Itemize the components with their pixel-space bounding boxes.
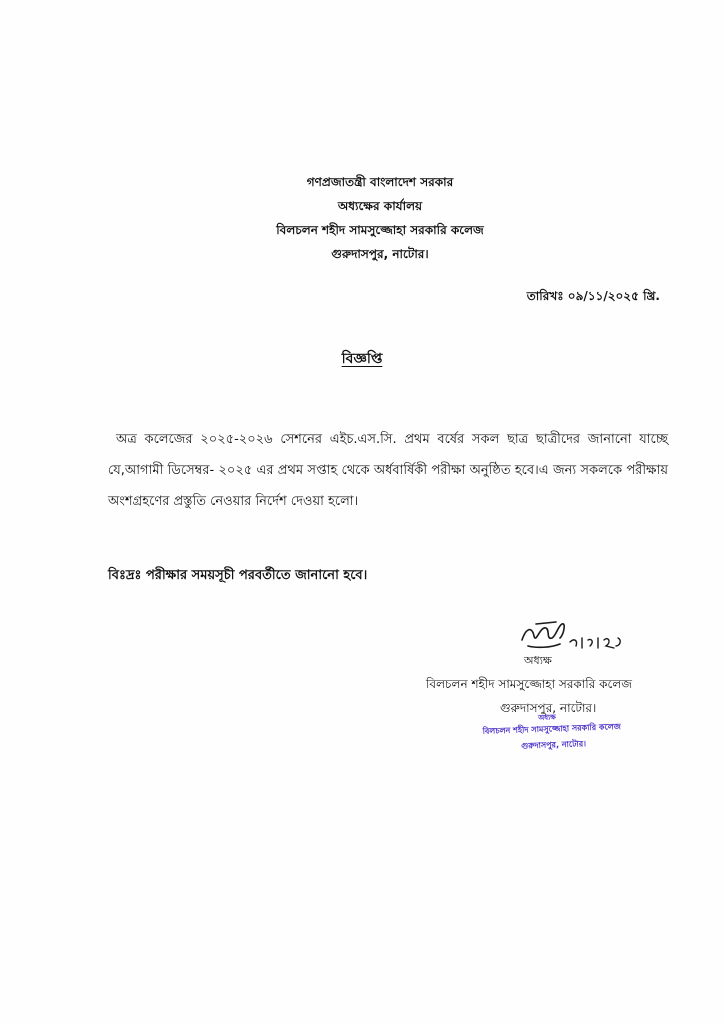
notice-footnote: বিঃদ্রঃ পরীক্ষার সময়সূচী পরবর্তীতে জানানো হবে। xyxy=(108,568,368,583)
official-stamp xyxy=(480,708,652,766)
handwritten-signature xyxy=(516,618,636,654)
header-government: গণপ্রজাতন্ত্রী বাংলাদেশ সরকার xyxy=(306,175,454,189)
stamp-address: গুরুদাসপুর, নাটোর। xyxy=(520,739,587,751)
header-office: অধ্যক্ষের কার্যালয় xyxy=(337,199,423,213)
stamp-college: বিলচলন শহীদ সামসুজ্জোহা সরকারি কলেজ xyxy=(482,722,622,736)
signatory-address: গুরুদাসপুর, নাটোর। xyxy=(500,701,597,715)
office-header xyxy=(230,170,530,266)
stamp-role: অধ্যক্ষ xyxy=(538,713,556,722)
header-address: গুরুদাসপুর, নাটোর। xyxy=(331,247,429,261)
signatory-role: অধ্যক্ষ xyxy=(524,654,552,667)
notice-date: তারিখঃ ০৯/১১/২০২৫ খ্রি. xyxy=(526,289,660,303)
signatory-college: বিলচলন শহীদ সামসুজ্জোহা সরকারি কলেজ xyxy=(426,677,633,691)
notice-title-text: বিজ্ঞপ্তি xyxy=(341,351,383,367)
header-college-name: বিলচলন শহীদ সামসুজ্জোহা সরকারি কলেজ xyxy=(276,223,484,237)
notice-body xyxy=(108,424,668,517)
notice-title xyxy=(0,347,724,371)
notice-body-text: অত্র কলেজের ২০২৫-২০২৬ সেশনের এইচ.এস.সি. প্রথম বর্ষের সকল ছাত্র ছাত্রীদের জানানো যাচ্ছে যে,আগামী ডিসেম্বর- ২০২৫ এর প্রথম সপ্তাহ থেকে অর্ধবার্ষিকী পরীক্ষা অনুষ্ঠিত হবে।এ জন্য সকলকে পরীক্ষায় অংশগ্রহণের প্রস্তুতি নেওয়ার নির্দেশ দেওয়া হলো। xyxy=(108,432,668,509)
